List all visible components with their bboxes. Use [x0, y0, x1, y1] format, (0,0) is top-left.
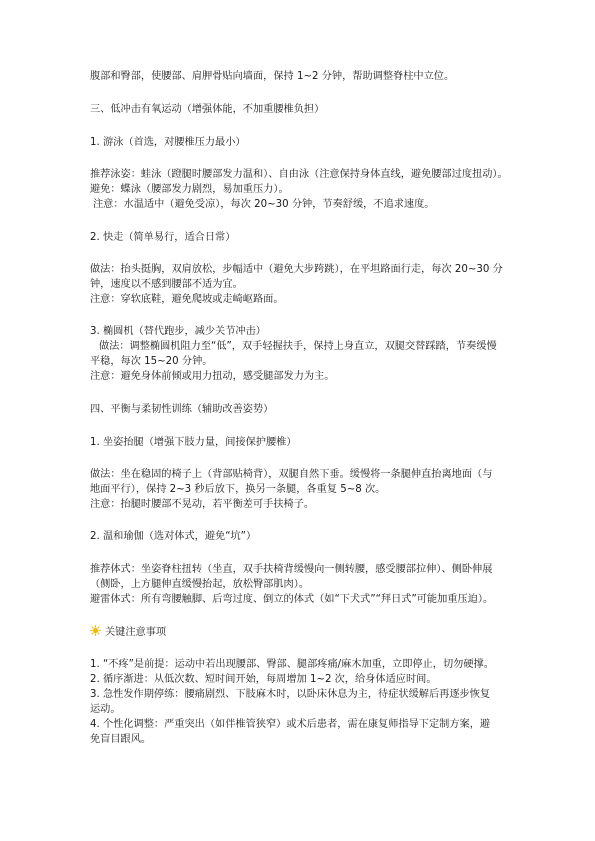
subsection-heading: 2. 温和瑜伽（选对体式，避免“坑”）	[90, 531, 257, 542]
subsection-heading: 3. 椭圆机（替代跑步，减少关节冲击）	[90, 326, 266, 337]
text-line: 推荐体式：坐姿脊柱扭转（坐直，双手扶椅背缓慢向一侧转腰，感受腰部拉伸）、侧卧伸展	[90, 564, 493, 575]
key-notes-title: 关键注意事项	[105, 627, 167, 638]
text-line: 做法：调整椭圆机阻力至“低”，双手轻握扶手，保持上身直立，双腿交替踩踏，节奏缓慢	[99, 341, 497, 352]
section-heading: 四、平衡与柔韧性训练（辅助改善姿势）	[90, 404, 274, 415]
text-line: 避雷体式：所有弯腰触脚、后弯过度、倒立的体式（如“下犬式”“拜日式”可能加重压迫）。	[90, 594, 494, 605]
text-line: 地面平行），保持 2~3 秒后放下，换另一条腿，各重复 5~8 次。	[90, 484, 386, 495]
text-line: 注意：穿软底鞋，避免爬坡或走崎岖路面。	[90, 294, 284, 305]
text-line: 注意：避免身体前倾或用力扭动，感受腿部发力为主。	[90, 371, 335, 382]
text-line: 推荐泳姿：蛙泳（蹬腿时腰部发力温和）、自由泳（注意保持身体直线，避免腰部过度扭动）。	[90, 169, 508, 180]
key-notes-heading	[90, 625, 166, 639]
list-item: 3. 急性发作期停练：腰痛剧烈、下肢麻木时，以卧床休息为主，待症状缓解后再逐步恢复	[90, 689, 491, 700]
list-item: 2. 循序渐进：从低次数、短时间开始，每周增加 1~2 次，给身体适应时间。	[90, 674, 437, 685]
text-line: 免盲目跟风。	[90, 734, 152, 745]
text-line: 做法：坐在稳固的椅子上（背部贴椅背），双腿自然下垂。缓慢将一条腿伸直抬离地面（与	[90, 469, 493, 480]
text-line: （侧卧，上方腿伸直缓慢抬起，放松臀部肌肉）。	[90, 579, 310, 590]
text-line: 腹部和臀部，使腰部、肩胛骨贴向墙面，保持 1~2 分钟，帮助调整脊柱中立位。	[90, 71, 455, 82]
text-line: 钟，速度以不感到腰部不适为宜。	[90, 279, 243, 290]
text-line: 平稳，每次 15~20 分钟。	[90, 356, 213, 367]
text-line: 注意：水温适中（避免受凉），每次 20~30 分钟，节奏舒缓，不追求速度。	[93, 199, 435, 210]
subsection-heading: 1. 游泳（首选，对腰椎压力最小）	[90, 137, 246, 148]
text-line: 注意：抬腿时腰部不晃动，若平衡差可手扶椅子。	[90, 499, 315, 510]
list-item: 4. 个性化调整：严重突出（如伴椎管狭窄）或术后患者，需在康复师指导下定制方案，避	[90, 719, 491, 730]
text-line: 运动。	[90, 704, 121, 715]
section-heading: 三、低冲击有氧运动（增强体能，不加重腰椎负担）	[90, 104, 325, 115]
text-line: 做法：抬头挺胸，双肩放松，步幅适中（避免大步跨跳），在平坦路面行走，每次 20~30 分	[90, 264, 503, 275]
subsection-heading: 2. 快走（简单易行，适合日常）	[90, 232, 236, 243]
text-line: 避免：蝶泳（腰部发力剧烈，易加重压力）。	[90, 184, 289, 195]
list-item: 1. “不疼”是前提：运动中若出现腰部、臀部、腿部疼痛/麻木加重，立即停止，切勿硬撑。	[90, 659, 494, 670]
sun-emoji-icon	[90, 625, 101, 636]
subsection-heading: 1. 坐姿抬腿（增强下肢力量，间接保护腰椎）	[90, 437, 297, 448]
